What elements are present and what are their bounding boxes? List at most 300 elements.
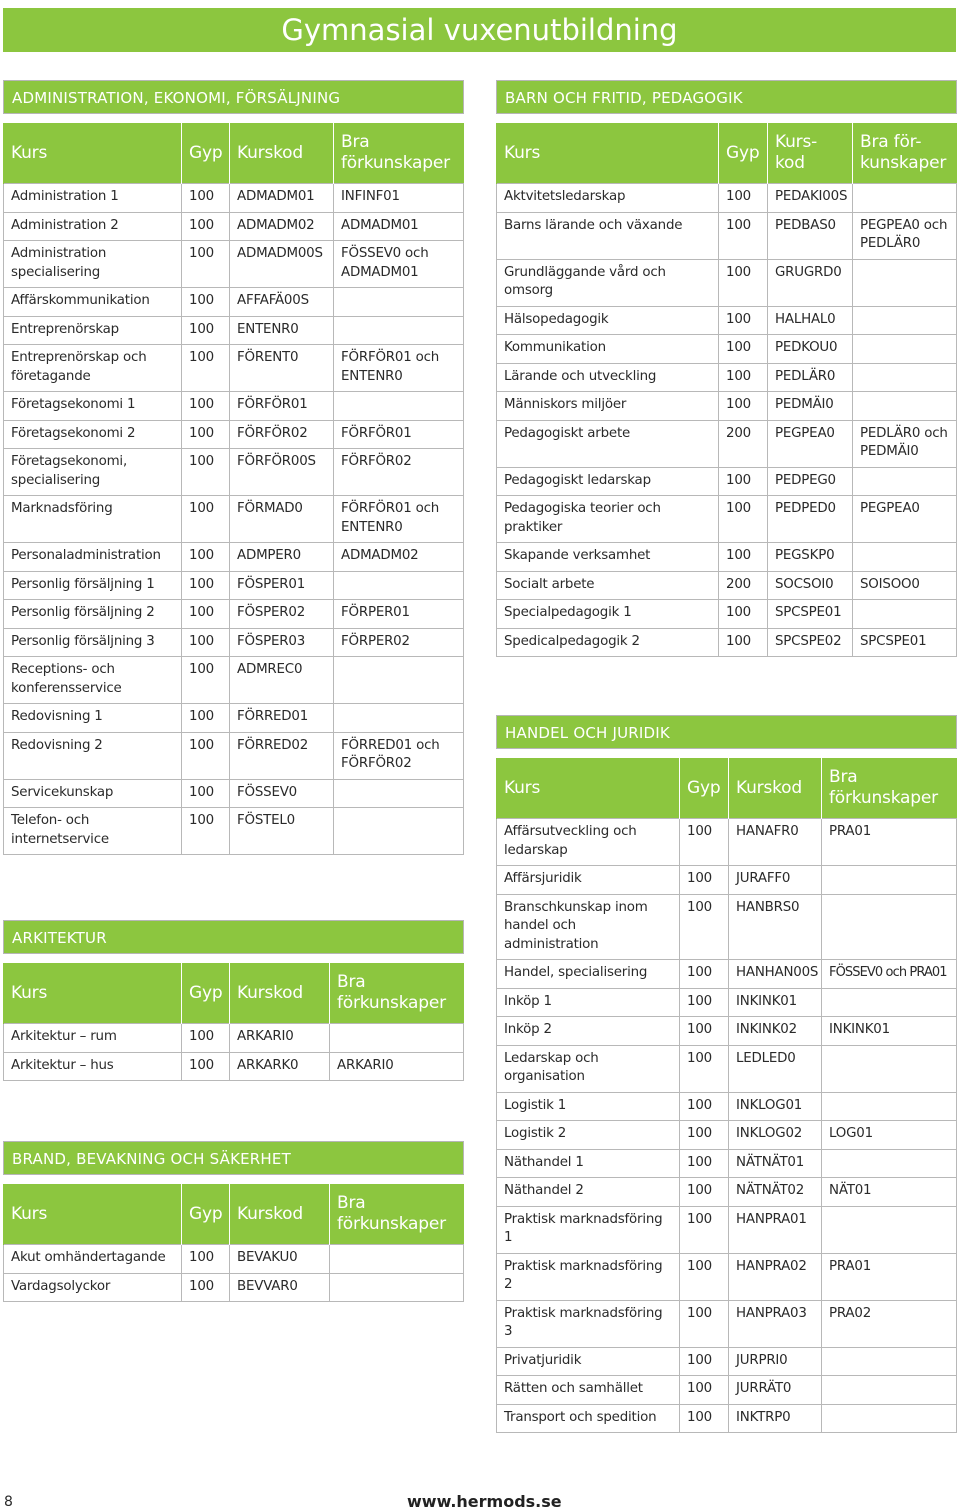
cell-kurs: Företagsekonomi 1 [4, 392, 182, 421]
cell-gyp: 100 [680, 1253, 729, 1300]
cell-kurskod: FÖRENT0 [230, 345, 334, 392]
cell-kurskod: PEDLÄR0 [768, 363, 853, 392]
cell-kurs: Lärande och utveckling [497, 363, 719, 392]
cell-forkunskaper [822, 894, 957, 960]
course-table [3, 1184, 464, 1302]
cell-kurs: Spedicalpedagogik 2 [497, 628, 719, 657]
col-header-gyp: Gyp [680, 758, 729, 819]
cell-gyp: 100 [182, 1245, 230, 1274]
cell-kurskod: ENTENR0 [230, 316, 334, 345]
cell-gyp: 100 [680, 1121, 729, 1150]
cell-forkunskaper [334, 392, 464, 421]
cell-kurskod: ADMADM02 [230, 212, 334, 241]
cell-kurskod: HALHAL0 [768, 306, 853, 335]
cell-forkunskaper [853, 392, 957, 421]
cell-kurskod: SPCSPE02 [768, 628, 853, 657]
table-row [497, 363, 957, 392]
cell-kurskod: FÖSTEL0 [230, 808, 334, 855]
table-row [4, 1052, 464, 1081]
col-header-kurs: Kurs [497, 123, 719, 184]
cell-kurs: Administration 1 [4, 184, 182, 213]
cell-gyp: 100 [719, 496, 768, 543]
cell-gyp: 100 [182, 808, 230, 855]
cell-kurskod: JURPRI0 [729, 1347, 822, 1376]
cell-kurs: Hälsopedagogik [497, 306, 719, 335]
cell-forkunskaper [334, 704, 464, 733]
cell-forkunskaper [334, 779, 464, 808]
cell-gyp: 100 [719, 184, 768, 213]
cell-forkunskaper: SPCSPE01 [853, 628, 957, 657]
section-brand [3, 1141, 464, 1302]
cell-forkunskaper [853, 467, 957, 496]
cell-gyp: 100 [182, 600, 230, 629]
cell-gyp: 100 [680, 1017, 729, 1046]
table-row [497, 571, 957, 600]
cell-forkunskaper: PRA01 [822, 1253, 957, 1300]
cell-forkunskaper [853, 543, 957, 572]
cell-kurs: Personlig försäljning 1 [4, 571, 182, 600]
cell-forkunskaper [334, 808, 464, 855]
table-row [497, 543, 957, 572]
cell-kurs: Vardagsolyckor [4, 1273, 182, 1302]
col-header-gyp: Gyp [182, 963, 230, 1024]
table-row [497, 1121, 957, 1150]
cell-kurs: Affärsjuridik [497, 866, 680, 895]
cell-forkunskaper [853, 306, 957, 335]
cell-kurs: Näthandel 1 [497, 1149, 680, 1178]
cell-kurs: Människors miljöer [497, 392, 719, 421]
col-header-kurskod: Kurskod [230, 963, 330, 1024]
table-row [497, 184, 957, 213]
cell-forkunskaper: PRA01 [822, 819, 957, 866]
cell-kurs: Företagsekonomi 2 [4, 420, 182, 449]
cell-kurs: Ledarskap och organisation [497, 1045, 680, 1092]
table-row [497, 1404, 957, 1433]
col-header-bra: Bra för- kunskaper [853, 123, 957, 184]
cell-kurs: Rätten och samhället [497, 1376, 680, 1405]
course-table [3, 963, 464, 1081]
table-row [4, 628, 464, 657]
table-row [497, 866, 957, 895]
cell-kurs: Kommunikation [497, 335, 719, 364]
cell-gyp: 100 [182, 1024, 230, 1053]
cell-kurs: Redovisning 2 [4, 732, 182, 779]
cell-kurs: Affärsutveckling och ledarskap [497, 819, 680, 866]
cell-kurskod: FÖSSEV0 [230, 779, 334, 808]
table-row [497, 1092, 957, 1121]
cell-kurskod: FÖRRED01 [230, 704, 334, 733]
cell-kurs: Logistik 2 [497, 1121, 680, 1150]
cell-forkunskaper [822, 1347, 957, 1376]
table-row [4, 288, 464, 317]
cell-forkunskaper: PRA02 [822, 1300, 957, 1347]
cell-kurs: Praktisk marknadsföring 3 [497, 1300, 680, 1347]
cell-forkunskaper [334, 657, 464, 704]
cell-gyp: 100 [182, 732, 230, 779]
table-row [4, 345, 464, 392]
cell-kurs: Barns lärande och växande [497, 212, 719, 259]
table-row [4, 420, 464, 449]
cell-gyp: 100 [680, 894, 729, 960]
cell-kurs: Logistik 1 [497, 1092, 680, 1121]
cell-kurskod: PEGSKP0 [768, 543, 853, 572]
section-title: BARN OCH FRITID, PEDAGOGIK [496, 80, 957, 114]
cell-kurs: Skapande verksamhet [497, 543, 719, 572]
cell-gyp: 100 [680, 1404, 729, 1433]
cell-kurskod: INKTRP0 [729, 1404, 822, 1433]
cell-forkunskaper [334, 316, 464, 345]
table-row [497, 1149, 957, 1178]
section-title: ARKITEKTUR [3, 920, 464, 954]
cell-gyp: 100 [680, 1347, 729, 1376]
cell-gyp: 100 [182, 628, 230, 657]
cell-forkunskaper [822, 1045, 957, 1092]
course-table [496, 123, 957, 657]
col-header-kurskod: Kurskod [230, 1184, 330, 1245]
cell-kurs: Företagsekonomi, specialisering [4, 449, 182, 496]
cell-gyp: 100 [182, 212, 230, 241]
cell-forkunskaper: LOG01 [822, 1121, 957, 1150]
cell-forkunskaper [822, 1092, 957, 1121]
cell-gyp: 100 [680, 1092, 729, 1121]
cell-gyp: 100 [680, 1376, 729, 1405]
cell-forkunskaper: FÖRRED01 och FÖRFÖR02 [334, 732, 464, 779]
cell-gyp: 100 [719, 600, 768, 629]
cell-kurskod: INKLOG02 [729, 1121, 822, 1150]
table-row [4, 184, 464, 213]
cell-gyp: 100 [719, 628, 768, 657]
cell-kurskod: INKINK01 [729, 988, 822, 1017]
section-handel-juridik [496, 715, 957, 1433]
cell-gyp: 100 [719, 306, 768, 335]
section-arkitektur [3, 920, 464, 1081]
table-row [497, 420, 957, 467]
cell-kurskod: HANAFR0 [729, 819, 822, 866]
cell-kurskod: PEDAKI00S [768, 184, 853, 213]
cell-kurskod: FÖSPER02 [230, 600, 334, 629]
col-header-kurskod: Kurskod [729, 758, 822, 819]
cell-kurskod: PEDPED0 [768, 496, 853, 543]
cell-gyp: 100 [182, 571, 230, 600]
cell-gyp: 100 [719, 543, 768, 572]
col-header-bra: Bra förkunskaper [330, 1184, 464, 1245]
cell-kurskod: LEDLED0 [729, 1045, 822, 1092]
cell-gyp: 100 [182, 184, 230, 213]
table-row [4, 779, 464, 808]
cell-kurskod: ADMADM00S [230, 241, 334, 288]
cell-kurskod: PEGPEA0 [768, 420, 853, 467]
cell-kurs: Pedagogiskt ledarskap [497, 467, 719, 496]
cell-kurskod: HANBRS0 [729, 894, 822, 960]
cell-kurs: Personlig försäljning 2 [4, 600, 182, 629]
table-row [4, 543, 464, 572]
cell-kurskod: ADMREC0 [230, 657, 334, 704]
col-header-bra: Bra förkunskaper [330, 963, 464, 1024]
table-row [4, 571, 464, 600]
cell-forkunskaper: ARKARI0 [330, 1052, 464, 1081]
cell-gyp: 100 [182, 779, 230, 808]
table-row [4, 449, 464, 496]
cell-kurskod: FÖRRED02 [230, 732, 334, 779]
cell-kurs: Entreprenörskap [4, 316, 182, 345]
cell-gyp: 100 [182, 449, 230, 496]
col-header-gyp: Gyp [182, 1184, 230, 1245]
table-row [497, 600, 957, 629]
col-header-bra: Bra förkunskaper [822, 758, 957, 819]
cell-kurs: Grundläggande vård och omsorg [497, 259, 719, 306]
cell-kurs: Socialt arbete [497, 571, 719, 600]
cell-gyp: 100 [719, 259, 768, 306]
section-title: HANDEL OCH JURIDIK [496, 715, 957, 749]
table-row [4, 212, 464, 241]
table-row [497, 1206, 957, 1253]
cell-gyp: 100 [719, 212, 768, 259]
cell-kurs: Redovisning 1 [4, 704, 182, 733]
cell-kurs: Privatjuridik [497, 1347, 680, 1376]
cell-forkunskaper [853, 184, 957, 213]
table-row [4, 732, 464, 779]
cell-kurskod: PEDMÄI0 [768, 392, 853, 421]
cell-kurskod: JURAFF0 [729, 866, 822, 895]
table-row [4, 1024, 464, 1053]
cell-kurs: Marknadsföring [4, 496, 182, 543]
cell-kurs: Arkitektur – hus [4, 1052, 182, 1081]
cell-kurs: Branschkunskap inom handel och administration [497, 894, 680, 960]
cell-forkunskaper: ADMADM02 [334, 543, 464, 572]
cell-forkunskaper [822, 1376, 957, 1405]
cell-kurskod: PEDPEG0 [768, 467, 853, 496]
cell-forkunskaper: FÖRFÖR01 [334, 420, 464, 449]
cell-gyp: 100 [182, 657, 230, 704]
cell-forkunskaper: FÖRFÖR02 [334, 449, 464, 496]
cell-kurs: Aktvitetsledarskap [497, 184, 719, 213]
cell-forkunskaper: INFINF01 [334, 184, 464, 213]
table-row [497, 1376, 957, 1405]
cell-gyp: 100 [680, 1178, 729, 1207]
cell-kurs: Personaladministration [4, 543, 182, 572]
table-row [497, 1300, 957, 1347]
table-row [497, 628, 957, 657]
cell-kurs: Receptions- och konferensservice [4, 657, 182, 704]
cell-kurs: Arkitektur – rum [4, 1024, 182, 1053]
cell-kurskod: HANPRA01 [729, 1206, 822, 1253]
cell-forkunskaper: FÖRFÖR01 och ENTENR0 [334, 496, 464, 543]
cell-forkunskaper [334, 288, 464, 317]
cell-kurskod: FÖSPER01 [230, 571, 334, 600]
cell-kurskod: GRUGRD0 [768, 259, 853, 306]
cell-forkunskaper [330, 1024, 464, 1053]
cell-forkunskaper [853, 259, 957, 306]
table-row [4, 1273, 464, 1302]
cell-kurs: Praktisk marknadsföring 2 [497, 1253, 680, 1300]
cell-kurskod: SPCSPE01 [768, 600, 853, 629]
cell-kurskod: HANPRA02 [729, 1253, 822, 1300]
col-header-kurs: Kurs [4, 123, 182, 184]
cell-kurs: Praktisk marknadsföring 1 [497, 1206, 680, 1253]
table-row [497, 496, 957, 543]
section-title: ADMINISTRATION, EKONOMI, FÖRSÄLJNING [3, 80, 464, 114]
cell-gyp: 100 [719, 363, 768, 392]
cell-gyp: 100 [182, 1052, 230, 1081]
cell-gyp: 100 [182, 1273, 230, 1302]
page-title: Gymnasial vuxenutbildning [3, 8, 956, 52]
cell-gyp: 100 [182, 496, 230, 543]
table-row [4, 496, 464, 543]
table-row [497, 1347, 957, 1376]
cell-kurs: Administration 2 [4, 212, 182, 241]
cell-kurskod: HANHAN00S [729, 960, 822, 989]
cell-kurs: Pedagogiska teorier och praktiker [497, 496, 719, 543]
table-row [4, 392, 464, 421]
cell-kurskod: JURRÄT0 [729, 1376, 822, 1405]
cell-gyp: 100 [680, 988, 729, 1017]
cell-forkunskaper [330, 1273, 464, 1302]
cell-kurskod: BEVAKU0 [230, 1245, 330, 1274]
cell-kurskod: FÖRMAD0 [230, 496, 334, 543]
cell-kurskod: HANPRA03 [729, 1300, 822, 1347]
cell-kurs: Administration specialisering [4, 241, 182, 288]
cell-kurskod: ADMPER0 [230, 543, 334, 572]
cell-kurskod: INKINK02 [729, 1017, 822, 1046]
cell-forkunskaper: PEGPEA0 och PEDLÄR0 [853, 212, 957, 259]
cell-gyp: 100 [680, 819, 729, 866]
cell-forkunskaper [330, 1245, 464, 1274]
cell-kurskod: FÖRFÖR02 [230, 420, 334, 449]
table-row [4, 316, 464, 345]
cell-forkunskaper: INKINK01 [822, 1017, 957, 1046]
table-row [4, 704, 464, 733]
cell-kurs: Pedagogiskt arbete [497, 420, 719, 467]
col-header-kurs: Kurs [4, 963, 182, 1024]
table-row [497, 1017, 957, 1046]
cell-kurskod: ARKARK0 [230, 1052, 330, 1081]
cell-gyp: 100 [680, 1045, 729, 1092]
cell-kurs: Affärskommunikation [4, 288, 182, 317]
cell-gyp: 100 [182, 543, 230, 572]
cell-gyp: 100 [182, 345, 230, 392]
cell-gyp: 100 [680, 960, 729, 989]
table-row [4, 657, 464, 704]
cell-forkunskaper [822, 1404, 957, 1433]
col-header-gyp: Gyp [719, 123, 768, 184]
cell-kurs: Personlig försäljning 3 [4, 628, 182, 657]
cell-forkunskaper: ADMADM01 [334, 212, 464, 241]
table-row [4, 1245, 464, 1274]
cell-gyp: 100 [719, 335, 768, 364]
cell-kurskod: FÖRFÖR01 [230, 392, 334, 421]
section-title: BRAND, BEVAKNING OCH SÄKERHET [3, 1141, 464, 1175]
table-row [497, 1178, 957, 1207]
section-administration [3, 80, 464, 855]
cell-kurs: Telefon- och internetservice [4, 808, 182, 855]
website-link[interactable]: www.hermods.se [407, 1492, 562, 1511]
col-header-kurs: Kurs [497, 758, 680, 819]
table-row [497, 306, 957, 335]
table-row [497, 1253, 957, 1300]
cell-kurskod: BEVVAR0 [230, 1273, 330, 1302]
table-row [4, 600, 464, 629]
table-row [497, 1045, 957, 1092]
col-header-kurskod: Kurs- kod [768, 123, 853, 184]
cell-kurs: Inköp 1 [497, 988, 680, 1017]
cell-kurskod: ADMADM01 [230, 184, 334, 213]
cell-forkunskaper: FÖRPER02 [334, 628, 464, 657]
cell-forkunskaper: FÖSSEV0 och ADMADM01 [334, 241, 464, 288]
cell-forkunskaper [334, 571, 464, 600]
cell-forkunskaper [822, 1149, 957, 1178]
cell-kurs: Akut omhändertagande [4, 1245, 182, 1274]
cell-gyp: 100 [719, 467, 768, 496]
cell-forkunskaper: PEDLÄR0 och PEDMÄI0 [853, 420, 957, 467]
course-table [3, 123, 464, 855]
col-header-gyp: Gyp [182, 123, 230, 184]
cell-kurskod: AFFAFÄ00S [230, 288, 334, 317]
cell-gyp: 100 [680, 1300, 729, 1347]
cell-gyp: 100 [680, 1149, 729, 1178]
cell-gyp: 100 [680, 1206, 729, 1253]
table-row [497, 894, 957, 960]
section-barn-fritid [496, 80, 957, 657]
table-row [497, 335, 957, 364]
table-row [497, 988, 957, 1017]
table-row [497, 960, 957, 989]
cell-forkunskaper [853, 600, 957, 629]
col-header-bra: Bra förkunskaper [334, 123, 464, 184]
cell-forkunskaper: FÖSSEV0 och PRA01 [822, 960, 957, 989]
cell-kurs: Handel, specialisering [497, 960, 680, 989]
col-header-kurs: Kurs [4, 1184, 182, 1245]
cell-gyp: 100 [182, 316, 230, 345]
cell-forkunskaper: FÖRPER01 [334, 600, 464, 629]
cell-gyp: 100 [182, 420, 230, 449]
cell-forkunskaper [822, 988, 957, 1017]
cell-kurskod: ARKARI0 [230, 1024, 330, 1053]
cell-kurskod: SOCSOI0 [768, 571, 853, 600]
cell-forkunskaper: PEGPEA0 [853, 496, 957, 543]
cell-forkunskaper [822, 866, 957, 895]
cell-gyp: 100 [680, 866, 729, 895]
course-table [496, 758, 957, 1433]
cell-kurs: Servicekunskap [4, 779, 182, 808]
cell-kurs: Entreprenörskap och företagande [4, 345, 182, 392]
cell-forkunskaper [853, 335, 957, 364]
cell-gyp: 100 [182, 241, 230, 288]
cell-kurs: Näthandel 2 [497, 1178, 680, 1207]
cell-gyp: 200 [719, 420, 768, 467]
cell-kurskod: NÄTNÄT01 [729, 1149, 822, 1178]
cell-gyp: 100 [182, 288, 230, 317]
cell-forkunskaper: FÖRFÖR01 och ENTENR0 [334, 345, 464, 392]
table-row [497, 259, 957, 306]
cell-kurskod: NÄTNÄT02 [729, 1178, 822, 1207]
cell-kurs: Inköp 2 [497, 1017, 680, 1046]
table-row [497, 212, 957, 259]
cell-gyp: 100 [719, 392, 768, 421]
page-number: 8 [4, 1494, 13, 1510]
cell-kurskod: PEDBAS0 [768, 212, 853, 259]
table-row [497, 467, 957, 496]
cell-kurs: Transport och spedition [497, 1404, 680, 1433]
cell-kurskod: PEDKOU0 [768, 335, 853, 364]
table-row [497, 392, 957, 421]
cell-kurskod: INKLOG01 [729, 1092, 822, 1121]
cell-gyp: 200 [719, 571, 768, 600]
cell-kurs: Specialpedagogik 1 [497, 600, 719, 629]
cell-forkunskaper [822, 1206, 957, 1253]
cell-forkunskaper: SOISOO0 [853, 571, 957, 600]
cell-forkunskaper [853, 363, 957, 392]
col-header-kurskod: Kurskod [230, 123, 334, 184]
